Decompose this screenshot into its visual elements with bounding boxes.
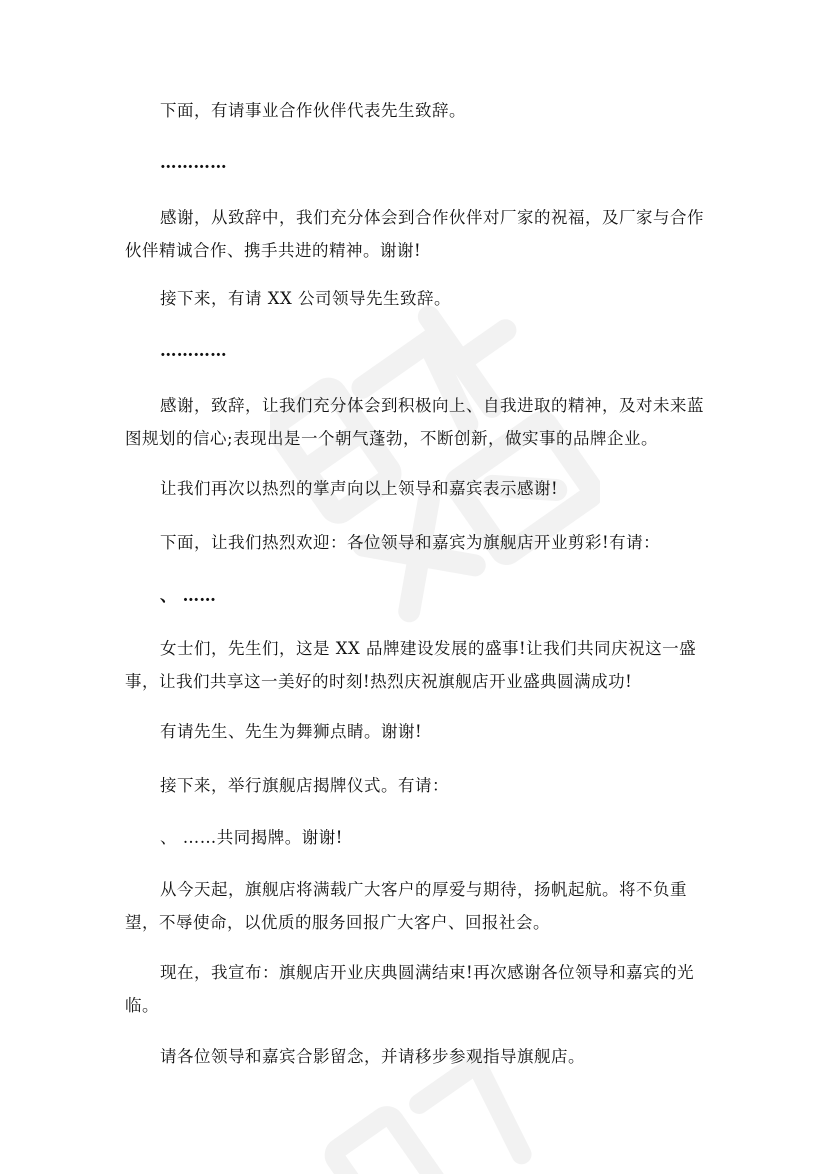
paragraph-13: 、 ……共同揭牌。谢谢! — [160, 828, 343, 847]
paragraph-6-line-2: 图规划的信心;表现出是一个朝气蓬勃，不断创新，做实事的品牌企业。 — [125, 429, 659, 448]
paragraph-3-line-2: 伙伴精诚合作、携手共进的精神。谢谢! — [125, 241, 422, 260]
ellipsis-line-1: ………… — [160, 153, 227, 172]
paragraph-12: 接下来，举行旗舰店揭牌仪式。有请： — [160, 776, 449, 795]
paragraph-14-line-2: 望，不辱使命，以优质的服务回报广大客户、回报社会。 — [125, 913, 550, 932]
ellipsis-line-2: ………… — [160, 341, 227, 360]
watermark-stamp-icon — [270, 300, 600, 630]
paragraph-1: 下面，有请事业合作伙伴代表先生致辞。 — [160, 101, 466, 120]
paragraph-10-line-2: 事，让我们共享这一美好的时刻!热烈庆祝旗舰店开业盛典圆满成功! — [125, 672, 633, 691]
paragraph-11: 有请先生、先生为舞狮点睛。谢谢! — [160, 722, 423, 741]
paragraph-3-line-1: 感谢，从致辞中，我们充分体会到合作伙伴对厂家的祝福，及厂家与合作 — [160, 208, 704, 227]
paragraph-4: 接下来，有请 XX 公司领导先生致辞。 — [160, 289, 451, 308]
paragraph-15-line-1: 现在，我宣布：旗舰店开业庆典圆满结束!再次感谢各位领导和嘉宾的光 — [160, 963, 695, 982]
ellipsis-line-3: 、 …… — [160, 586, 217, 605]
paragraph-15-line-2: 临。 — [125, 996, 159, 1015]
paragraph-10-line-1: 女士们，先生们，这是 XX 品牌建设发展的盛事!让我们共同庆祝这一盛 — [160, 639, 697, 658]
paragraph-16: 请各位领导和嘉宾合影留念，并请移步参观指导旗舰店。 — [160, 1047, 585, 1066]
paragraph-7: 让我们再次以热烈的掌声向以上领导和嘉宾表示感谢! — [160, 479, 559, 498]
paragraph-6-line-1: 感谢，致辞，让我们充分体会到积极向上、自我进取的精神，及对未来蓝 — [160, 396, 704, 415]
paragraph-14-line-1: 从今天起，旗舰店将满载广大客户的厚爱与期待，扬帆起航。将不负重 — [160, 880, 687, 899]
paragraph-8: 下面，让我们热烈欢迎：各位领导和嘉宾为旗舰店开业剪彩!有请： — [160, 533, 661, 552]
